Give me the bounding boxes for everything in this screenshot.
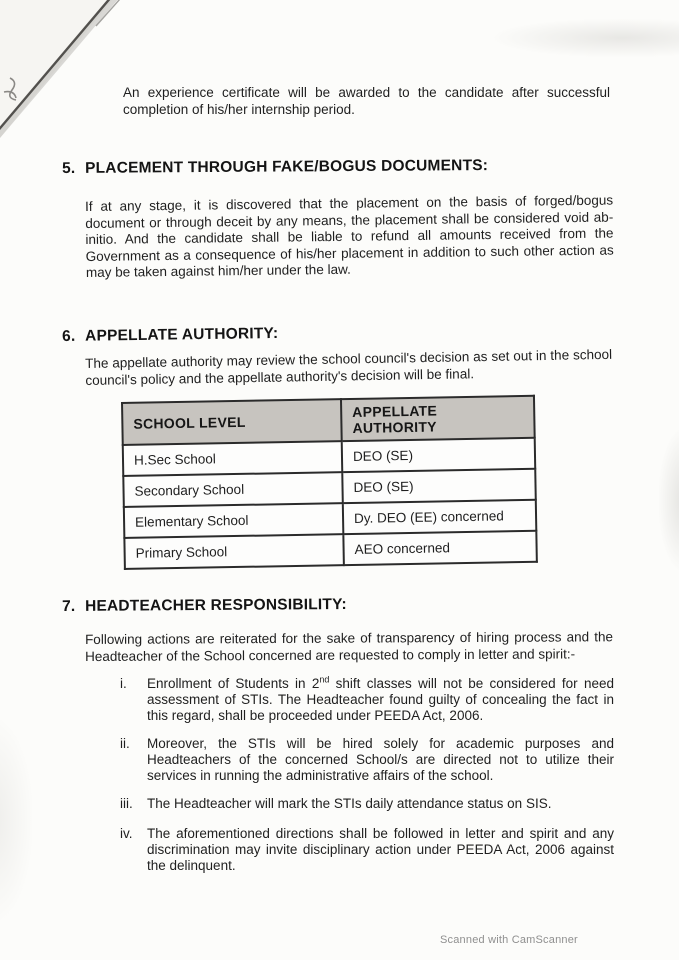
- cell-school-level: H.Sec School: [123, 441, 343, 476]
- list-marker: i.: [120, 676, 127, 691]
- cell-authority: DEO (SE): [342, 438, 536, 472]
- section-7-heading: [62, 596, 347, 616]
- superscript-ordinal: nd: [319, 674, 330, 685]
- list-marker: iii.: [120, 796, 133, 811]
- cell-authority: Dy. DEO (EE) concerned: [343, 500, 537, 534]
- list-item-text: The aforementioned directions shall be followed in letter and spirit and any discrimination may invite disciplinary action under PEEDA Act, 2006 against the delinquent.: [147, 826, 614, 873]
- list-marker: iv.: [120, 826, 133, 841]
- list-item-text: [147, 676, 614, 724]
- section-7-body: Following actions are reiterated for the sake of transparency of hiring process and the Headteacher of the School concerned are requested to comply in letter and spirit:-: [85, 629, 614, 664]
- scan-smudge-top-right: [489, 18, 679, 58]
- table-header-school-level: SCHOOL LEVEL: [122, 399, 342, 445]
- section-6-title: APPELLATE AUTHORITY:: [84, 324, 279, 345]
- cell-authority: AEO concerned: [343, 531, 537, 565]
- list-item-iv: [120, 826, 614, 874]
- cell-school-level: Elementary School: [124, 503, 344, 538]
- cell-school-level: Primary School: [124, 534, 344, 569]
- list-text-segment: Enrollment of Students in 2: [147, 676, 320, 691]
- table-header-row: [122, 396, 535, 445]
- list-text-segment: shift classes will not be considered for need assessment of STIs. The Headteacher found guilty of concealing the fact in this regard, shall be proceeded under PEEDA Act, 2006.: [147, 676, 614, 723]
- section-6-heading: [62, 325, 278, 346]
- scan-smudge-bottom-left: [0, 720, 32, 920]
- list-item-ii: [120, 736, 614, 784]
- list-item-i: [120, 676, 614, 724]
- appellate-authority-table: [121, 395, 538, 570]
- section-5-title: PLACEMENT THROUGH FAKE/BOGUS DOCUMENTS:: [84, 157, 489, 177]
- section-6-number: 6.: [62, 327, 76, 345]
- list-item-iii: [120, 796, 614, 812]
- table-header-appellate-authority: APPELLATE AUTHORITY: [341, 396, 535, 441]
- paper-crease-artifact: [0, 0, 180, 190]
- section-5-body: If at any stage, it is discovered that the placement on the basis of forged/bogus document or through deceit by any means, the placement shall be considered void ab-initio. And the candidate shall be liable to refund all amounts received from the Government as a consequence of his/her placement in addition to such other action as may be taken against him/her under the law.: [85, 192, 614, 280]
- section-7-number: 7.: [62, 597, 76, 615]
- camscanner-watermark: Scanned with CamScanner: [440, 934, 578, 946]
- section-7-title: HEADTEACHER RESPONSIBILITY:: [84, 596, 347, 615]
- section-5-number: 5.: [62, 159, 76, 177]
- section-6-body: The appellate authority may review the school council's decision as set out in the school council's policy and the appellate authority's decision will be final.: [85, 346, 613, 388]
- list-item-text: The Headteacher will mark the STIs daily attendance status on SIS.: [147, 796, 552, 811]
- cell-authority: DEO (SE): [342, 469, 536, 503]
- list-marker: ii.: [120, 736, 130, 751]
- table-row: [124, 531, 536, 569]
- cell-school-level: Secondary School: [123, 472, 343, 507]
- list-item-text: Moreover, the STIs will be hired solely for academic purposes and Headteachers of the concerned School/s are directed not to utilize their services in running the administrative affairs of the school.: [147, 736, 614, 783]
- intro-paragraph: An experience certificate will be awarded to the candidate after successful completion of his/her internship period.: [123, 85, 610, 117]
- scan-smudge-right-edge: [659, 430, 679, 570]
